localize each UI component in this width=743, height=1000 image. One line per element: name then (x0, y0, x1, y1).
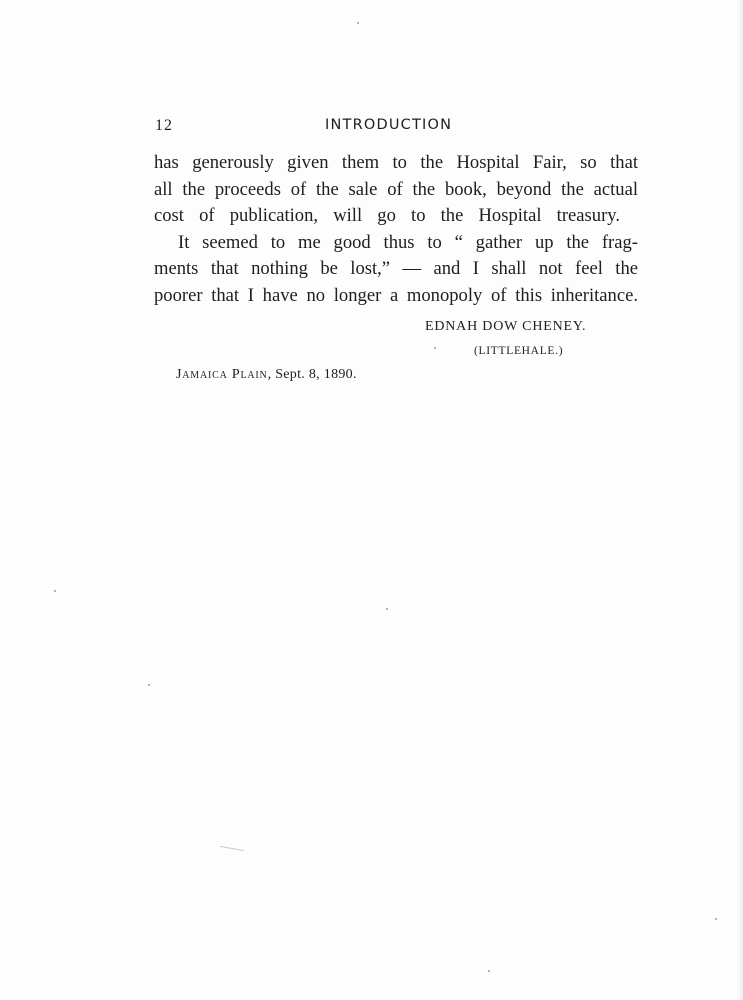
paper-speck (357, 22, 359, 24)
text-line: all the proceeds of the sale of the book, beyond the actual (154, 178, 638, 200)
page-number: 12 (155, 117, 173, 134)
running-head: INTRODUCTION (325, 117, 453, 133)
paper-speck (488, 970, 490, 972)
paper-speck (54, 590, 56, 592)
text-line: ments that nothing be lost,” — and I shall not feel the (154, 258, 638, 280)
paper-speck (220, 846, 244, 851)
paper-speck (386, 608, 388, 610)
paper-speck (434, 347, 436, 349)
text-line: has generously given them to the Hospital Fair, so that (154, 152, 638, 173)
signature-maiden-name: (LITTLEHALE.) (474, 345, 564, 357)
text-line: It seemed to me good thus to “ gather up the frag- (178, 231, 638, 253)
page-header (155, 117, 637, 137)
paper-speck (715, 918, 717, 920)
text-line: poorer that I have no longer a monopoly of this inheritance. (154, 284, 638, 306)
signature-name: EDNAH DOW CHENEY. (425, 319, 587, 334)
page-edge-shadow (737, 0, 743, 1000)
dateline-separator: , (267, 367, 276, 382)
dateline-date: Sept. 8, 1890. (275, 367, 357, 382)
text-line: cost of publication, will go to the Hospital treasury. (154, 205, 620, 227)
body-text (154, 150, 638, 310)
dateline (176, 367, 357, 383)
dateline-place: Jamaica Plain (176, 367, 268, 382)
paper-speck (148, 684, 150, 686)
